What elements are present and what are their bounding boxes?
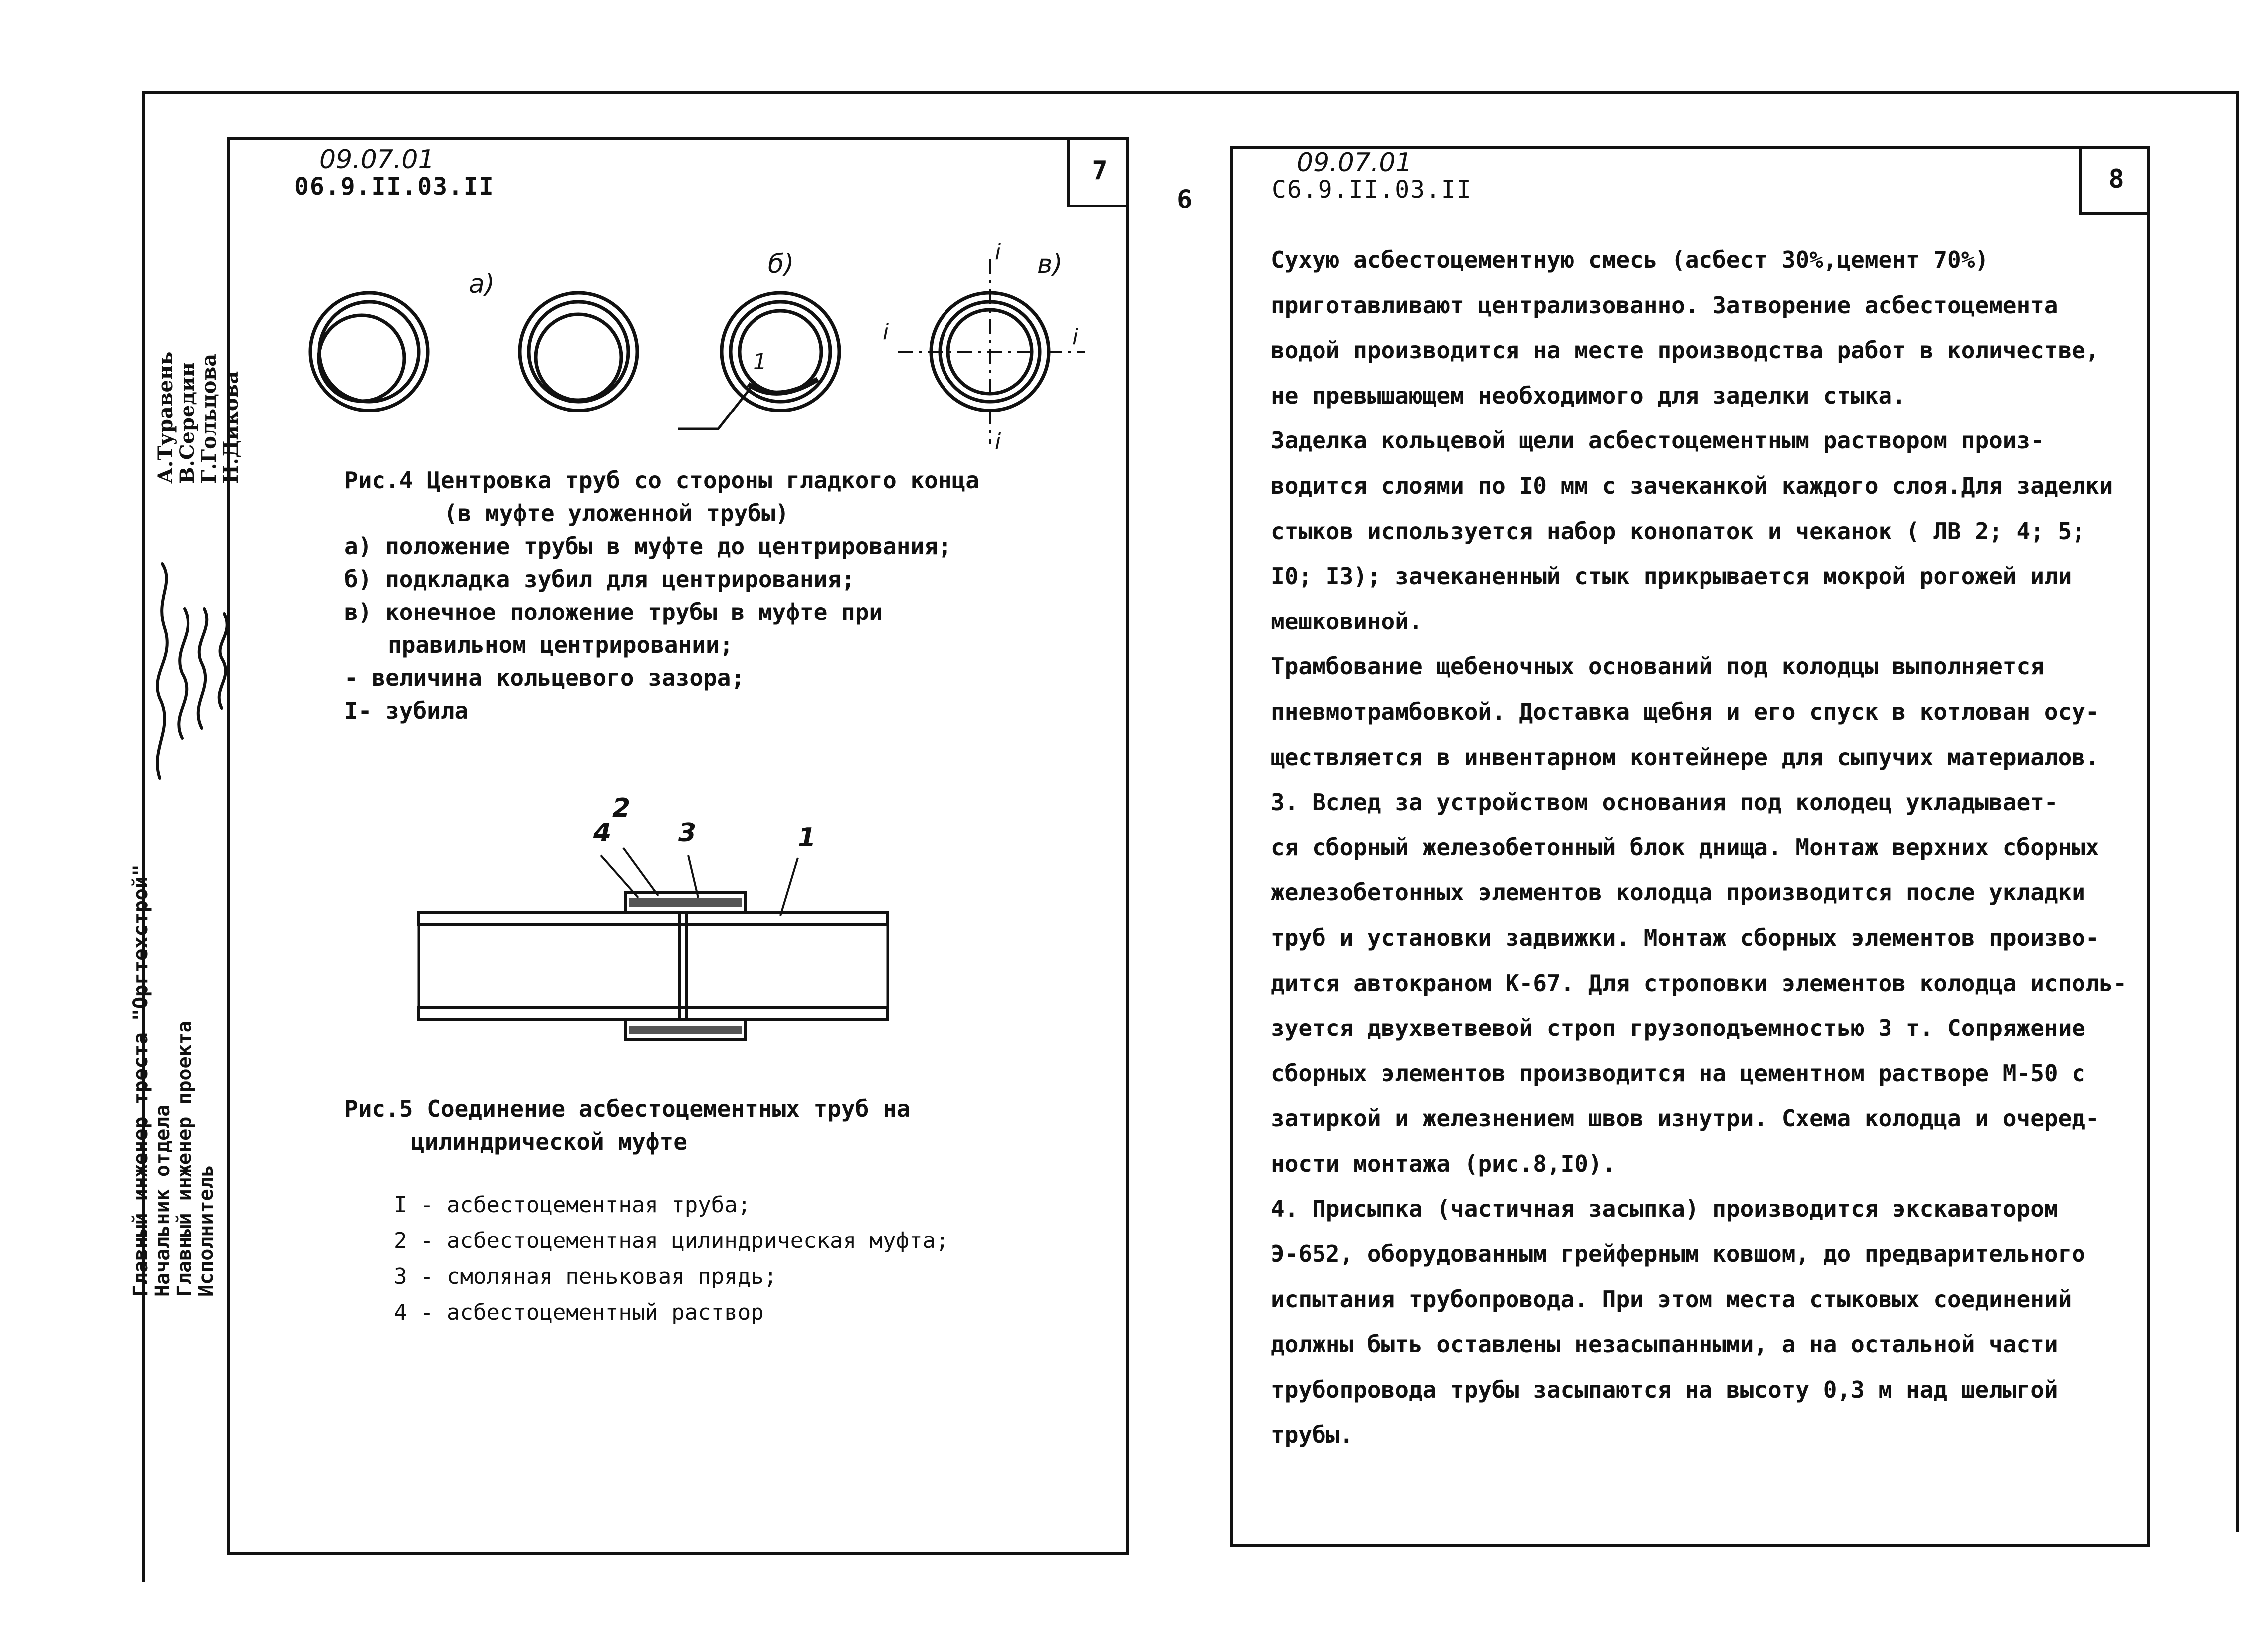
fig4-label-i-right: i xyxy=(1072,324,1079,350)
fig5-legend-item: 4 - асбестоцементный раствор xyxy=(394,1300,764,1325)
text-line: испытания трубопровода. При этом места стыковых соединений xyxy=(1271,1285,2072,1313)
fig4-caption-line: I- зубила xyxy=(344,697,469,724)
fig4-label-i-top: i xyxy=(995,239,1001,265)
fig4-label-1: 1 xyxy=(753,349,767,375)
text-line: 3. Вслед за устройством основания под колодец укладывает- xyxy=(1271,789,2058,816)
fig4-caption-line: в) конечное положение трубы в муфте при xyxy=(344,599,883,625)
paragraph-1 xyxy=(1271,237,2127,418)
fig5-legend-item: 3 - смоляная пеньковая прядь; xyxy=(394,1264,777,1289)
fig4-label-b: б) xyxy=(768,249,794,279)
text-line: сборных элементов производится на цементном растворе М-50 с xyxy=(1271,1059,2085,1087)
fig4-caption-line: (в муфте уложенной трубы) xyxy=(444,500,789,527)
fig4-label-i-bottom: i xyxy=(995,429,1001,454)
stamp-role: Главный инженер треста "Оргтехстрой" xyxy=(129,864,152,1297)
fig4-caption-line: правильном центрировании; xyxy=(388,631,734,658)
fig5-callout-3: 3 xyxy=(678,818,697,848)
fig5-legend-item: 2 - асбестоцементная цилиндрическая муфта; xyxy=(394,1228,949,1253)
text-line: I0; I3); зачеканенный стык прикрывается мокрой рогожей или xyxy=(1271,563,2072,590)
fig4-caption-line: - величина кольцевого зазора; xyxy=(344,664,745,691)
fig4-caption-line: Рис.4 Центровка труб со стороны гладкого конца xyxy=(344,467,979,494)
fig4-label-v: в) xyxy=(1037,249,1063,279)
stamp-name: А.Туравень xyxy=(154,351,177,484)
text-line: ся сборный железобетонный блок днища. Монтаж верхних сборных xyxy=(1271,833,2099,861)
fig5-callout-2: 2 xyxy=(612,793,631,823)
text-line: ществляется в инвентарном контейнере для сыпучих материалов. xyxy=(1271,743,2099,771)
paragraph-3 xyxy=(1271,644,2127,780)
text-line: ности монтажа (рис.8,I0). xyxy=(1271,1150,1616,1177)
left-page-number: 7 xyxy=(1067,137,1129,207)
text-line: стыков используется набор конопаток и чеканок ( ЛВ 2; 4; 5; xyxy=(1271,517,2085,545)
text-line: не превышающем необходимого для заделки стыка. xyxy=(1271,382,1906,409)
text-line: железобетонных элементов колодца производится после укладки xyxy=(1271,879,2085,906)
text-line: должны быть оставлены незасыпанными, а на остальной части xyxy=(1271,1331,2058,1358)
text-line: Сухую асбестоцементную смесь (асбест 30%,цемент 70%) xyxy=(1271,246,1989,273)
text-line: пневмотрамбовкой. Доставка щебня и его спуск в котлован осу- xyxy=(1271,698,2099,725)
text-line: водится слоями по I0 мм с зачеканкой каждого слоя.Для заделки xyxy=(1271,472,2113,499)
text-line: мешковиной. xyxy=(1271,608,1423,635)
fig5-caption-line: цилиндрической муфте xyxy=(411,1128,687,1155)
left-handwritten-code: 09.07.01 xyxy=(319,145,435,175)
text-line: зуется двухветвевой строп грузоподъемностью 3 т. Сопряжение xyxy=(1271,1015,2085,1042)
fig4-label-a: а) xyxy=(469,269,495,299)
fig4-label-i-left: i xyxy=(883,319,889,345)
stamp-name: Н.Дикова xyxy=(219,371,243,484)
stamp-role: Главный инженер проекта xyxy=(173,1021,196,1297)
paragraph-5 xyxy=(1271,1186,2127,1457)
text-line: 4. Присыпка (частичная засыпка) производится экскаватором xyxy=(1271,1195,2058,1223)
fig5-callout-1: 1 xyxy=(798,823,816,853)
text-line: Заделка кольцевой щели асбестоцементным раствором произ- xyxy=(1271,427,2044,454)
text-line: Трамбование щебеночных оснований под колодцы выполняется xyxy=(1271,653,2044,680)
right-page-body xyxy=(1271,237,2127,1457)
text-line: трубопровода трубы засыпаются на высоту 0,3 м над шелыгой xyxy=(1271,1376,2058,1403)
right-doc-code: С6.9.II.03.II xyxy=(1272,176,1472,204)
text-line: приготавливают централизованно. Затворение асбестоцемента xyxy=(1271,291,2058,319)
text-line: труб и установки задвижки. Монтаж сборных элементов произво- xyxy=(1271,924,2099,951)
right-handwritten-code: 09.07.01 xyxy=(1297,148,1412,178)
stamp-name: В.Середин xyxy=(176,362,199,484)
fig4-caption-line: б) подкладка зубил для центрирования; xyxy=(344,566,855,593)
fig4-caption-line: а) положение трубы в муфте до центрирования; xyxy=(344,533,952,560)
text-line: дится автокраном К-67. Для строповки элементов колодца исполь- xyxy=(1271,969,2127,997)
fig5-caption-line: Рис.5 Соединение асбестоцементных труб на xyxy=(344,1095,911,1122)
text-line: водой производится на месте производства работ в количестве, xyxy=(1271,337,2099,364)
stamp-role: Начальник отдела xyxy=(151,1104,174,1297)
text-line: Э-652, оборудованным грейферным ковшом, до предварительного xyxy=(1271,1240,2085,1268)
spread-number: 6 xyxy=(1177,185,1193,214)
stamp-name: Г.Гольцова xyxy=(197,353,221,484)
paragraph-4 xyxy=(1271,780,2127,1186)
stamp-role: Исполнитель xyxy=(195,1165,218,1297)
text-line: трубы. xyxy=(1271,1421,1354,1448)
right-page-number: 8 xyxy=(2079,146,2150,215)
fig5-legend-item: I - асбестоцементная труба; xyxy=(394,1192,751,1218)
text-line: затиркой и железнением швов изнутри. Схема колодца и очеред- xyxy=(1271,1105,2099,1132)
fig5-callout-4: 4 xyxy=(593,818,612,848)
paragraph-2 xyxy=(1271,418,2127,644)
left-doc-code: 06.9.II.03.II xyxy=(294,173,495,201)
